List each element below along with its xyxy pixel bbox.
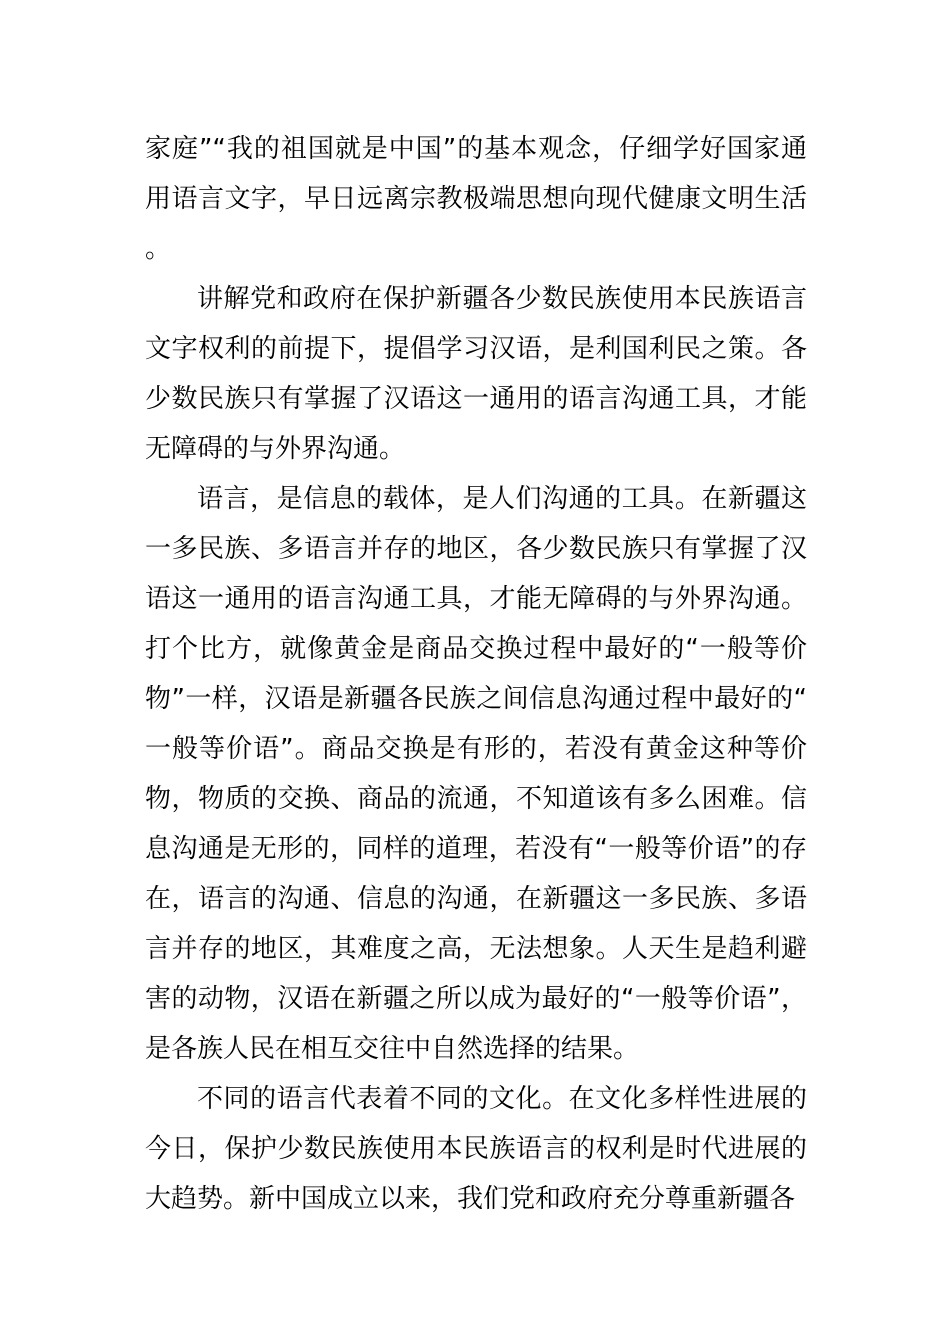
paragraph-4: 不同的语言代表着不同的文化。在文化多样性进展的今日，保护少数民族使用本民族语言的权利是时代进展的大趋势。新中国成立以来，我们党和政府充分尊重新疆各 xyxy=(145,1084,807,1214)
paragraph-3: 语言，是信息的载体，是人们沟通的工具。在新疆这一多民族、多语言并存的地区，各少数民族只有掌握了汉语这一通用的语言沟通工具，才能无障碍的与外界沟通。打个比方，就像黄金是商品交换过程中最好的“一般等价物”一样，汉语是新疆各民族之间信息沟通过程中最好的“一般等价语”。商品交换是有形的，若没有黄金这种等价物，物质的交换、商品的流通，不知道该有多么困难。信息沟通是无形的，同样的道理，若没有“一般等价语”的存在，语言的沟通、信息的沟通，在新疆这一多民族、多语言并存的地区，其难度之高，无法想象。人天生是趋利避害的动物，汉语在新疆之所以成为最好的“一般等价语”，是各族人民在相互交往中自然选择的结果。 xyxy=(145,484,807,1064)
document-page xyxy=(145,124,807,1224)
paragraph-1: 家庭”“我的祖国就是中国”的基本观念，仔细学好国家通用语言文字，早日远离宗教极端思想向现代健康文明生活。 xyxy=(145,134,807,264)
paragraph-2: 讲解党和政府在保护新疆各少数民族使用本民族语言文字权利的前提下，提倡学习汉语，是利国利民之策。各少数民族只有掌握了汉语这一通用的语言沟通工具，才能无障碍的与外界沟通。 xyxy=(145,284,807,464)
